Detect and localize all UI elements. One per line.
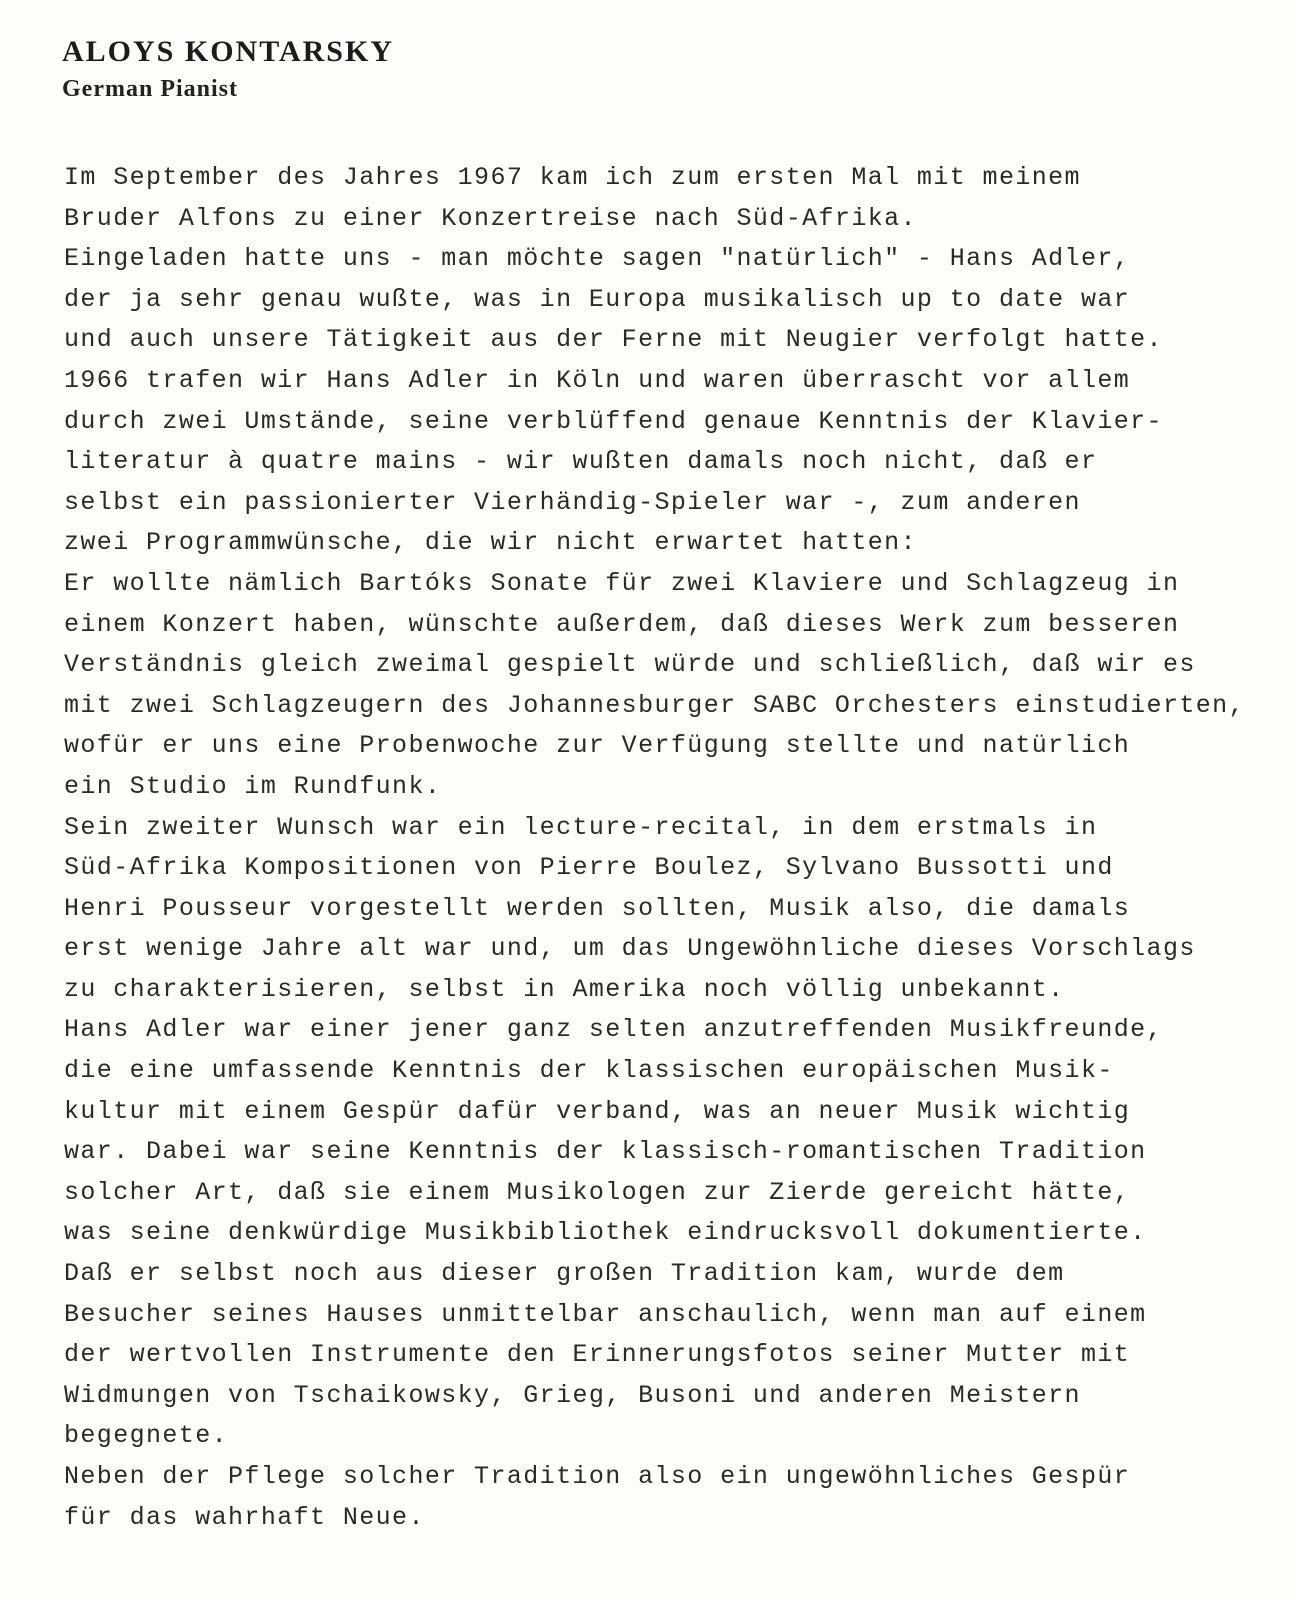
- text-line: zu charakterisieren, selbst in Amerika noch völlig unbekannt.: [64, 974, 1065, 1004]
- author-name: ALOYS KONTARSKY: [62, 35, 394, 68]
- text-line: wofür er uns eine Probenwoche zur Verfügung stellte und natürlich: [64, 731, 1131, 761]
- text-line: ein Studio im Rundfunk.: [64, 771, 442, 801]
- text-line: für das wahrhaft Neue.: [64, 1502, 425, 1532]
- text-line: der ja sehr genau wußte, was in Europa musikalisch up to date war: [64, 284, 1131, 314]
- text-line: Er wollte nämlich Bartóks Sonate für zwei Klaviere und Schlagzeug in: [64, 568, 1180, 598]
- text-line: zwei Programmwünsche, die wir nicht erwartet hatten:: [64, 528, 917, 558]
- text-line: Süd-Afrika Kompositionen von Pierre Boulez, Sylvano Bussotti und: [64, 853, 1114, 883]
- text-line: einem Konzert haben, wünschte außerdem, daß dieses Werk zum besseren: [64, 609, 1180, 639]
- text-line: kultur mit einem Gespür dafür verband, was an neuer Musik wichtig: [64, 1096, 1131, 1126]
- text-line: Besucher seines Hauses unmittelbar anschaulich, wenn man auf einem: [64, 1299, 1147, 1329]
- text-line: erst wenige Jahre alt war und, um das Ungewöhnliche dieses Vorschlags: [64, 934, 1196, 964]
- text-line: Neben der Pflege solcher Tradition also ein ungewöhnliches Gespür: [64, 1462, 1131, 1491]
- text-line: literatur à quatre mains - wir wußten damals noch nicht, daß er: [64, 447, 1098, 477]
- text-line: Im September des Jahres 1967 kam ich zum ersten Mal mit meinem: [64, 163, 1081, 192]
- text-line: Daß er selbst noch aus dieser großen Tradition kam, wurde dem: [64, 1259, 1065, 1289]
- text-line: Bruder Alfons zu einer Konzertreise nach Süd-Afrika.: [64, 203, 917, 233]
- text-line: die eine umfassende Kenntnis der klassischen europäischen Musik-: [64, 1056, 1114, 1086]
- body-text: [64, 158, 1279, 1538]
- text-line: was seine denkwürdige Musikbibliothek eindrucksvoll dokumentierte.: [64, 1218, 1147, 1248]
- text-line: selbst ein passionierter Vierhändig-Spieler war -, zum anderen: [64, 487, 1081, 517]
- text-line: Sein zweiter Wunsch war ein lecture-recital, in dem erstmals in: [64, 812, 1098, 842]
- text-line: durch zwei Umstände, seine verblüffend genaue Kenntnis der Klavier-: [64, 406, 1163, 436]
- text-line: Henri Pousseur vorgestellt werden sollten, Musik also, die damals: [64, 893, 1131, 923]
- text-line: der wertvollen Instrumente den Erinnerungsfotos seiner Mutter mit: [64, 1340, 1131, 1370]
- text-line: Verständnis gleich zweimal gespielt würde und schließlich, daß wir es: [64, 650, 1196, 680]
- text-line: begegnete.: [64, 1421, 229, 1451]
- document-header: [62, 32, 394, 106]
- text-line: und auch unsere Tätigkeit aus der Ferne mit Neugier verfolgt hatte.: [64, 325, 1163, 355]
- text-line: mit zwei Schlagzeugern des Johannesburger SABC Orchesters einstudierten,: [64, 690, 1245, 720]
- text-line: war. Dabei war seine Kenntnis der klassisch-romantischen Tradition: [64, 1137, 1147, 1167]
- author-role: German Pianist: [62, 76, 238, 102]
- text-line: Widmungen von Tschaikowsky, Grieg, Busoni und anderen Meistern: [64, 1380, 1081, 1410]
- text-line: Eingeladen hatte uns - man möchte sagen "natürlich" - Hans Adler,: [64, 244, 1131, 274]
- text-line: 1966 trafen wir Hans Adler in Köln und waren überrascht vor allem: [64, 365, 1131, 395]
- text-line: Hans Adler war einer jener ganz selten anzutreffenden Musikfreunde,: [64, 1015, 1163, 1045]
- text-line: solcher Art, daß sie einem Musikologen zur Zierde gereicht hätte,: [64, 1177, 1131, 1207]
